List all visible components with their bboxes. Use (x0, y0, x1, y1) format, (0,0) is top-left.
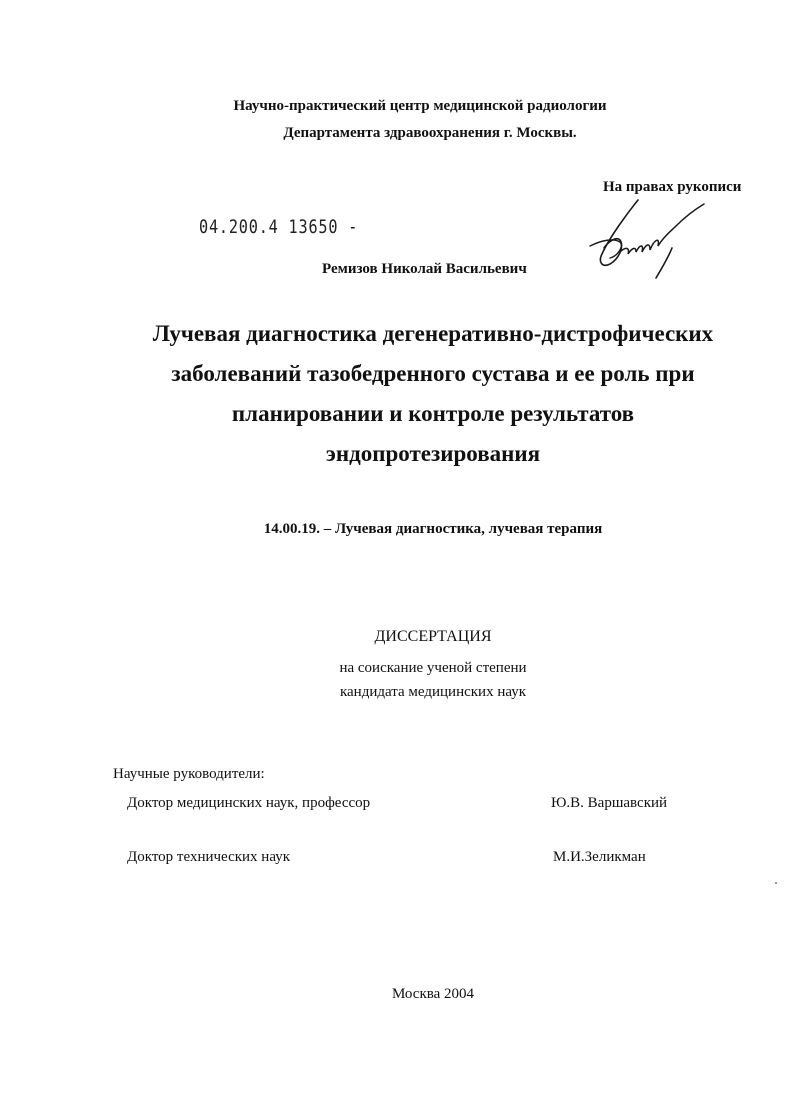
city-year: Москва 2004 (391, 986, 475, 1002)
scan-speck (775, 882, 777, 884)
title-line: заболеваний тазобедренного сустава и ее роль при (171, 361, 695, 386)
supervisor-name: М.И.Зеликман (553, 849, 646, 865)
specialty-code: 14.00.19. – Лучевая диагностика, лучевая терапия (263, 521, 603, 537)
supervisor-role: Доктор технических наук (127, 849, 291, 865)
supervisors-label: Научные руководители: (113, 766, 265, 782)
manuscript-rights-note: На правах рукописи (603, 179, 742, 195)
author-name: Ремизов Николай Васильевич (322, 261, 527, 277)
author-signature (580, 196, 710, 286)
title-line: планировании и контроле результатов (231, 401, 635, 426)
degree-line-2: кандидата медицинских наук (339, 684, 527, 700)
supervisor-role: Доктор медицинских наук, профессор (127, 795, 371, 811)
title-line: эндопротезирования (325, 441, 541, 466)
organization-line-2: Департамента здравоохранения г. Москвы. (283, 125, 577, 141)
registration-stamp-number: 04.200.4 13650 - (199, 216, 359, 238)
dissertation-label: ДИССЕРТАЦИЯ (374, 628, 492, 645)
title-line: Лучевая диагностика дегенеративно-дистрофических (152, 321, 714, 346)
supervisor-name: Ю.В. Варшавский (551, 795, 668, 811)
organization-line-1: Научно-практический центр медицинской радиологии (233, 98, 607, 114)
dissertation-title (0, 314, 794, 474)
degree-line-1: на соискание ученой степени (339, 660, 527, 676)
